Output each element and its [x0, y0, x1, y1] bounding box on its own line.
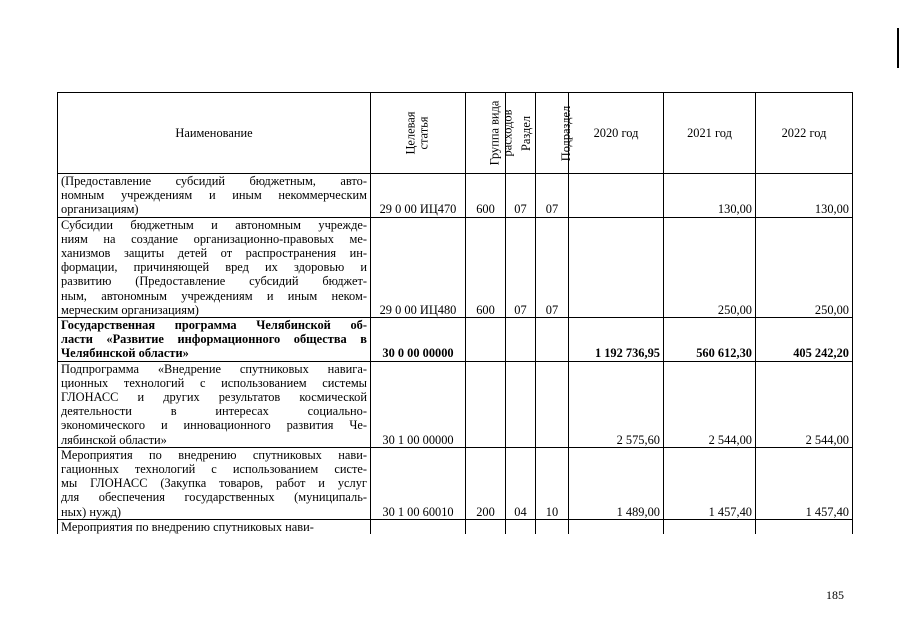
table-header-row: [58, 93, 853, 174]
row-section: 04: [506, 447, 536, 519]
table-row: [58, 318, 853, 362]
row-value-2021: 1 457,40: [664, 447, 756, 519]
row-name-line: ханизмов защиты детей от распространения ин-: [61, 246, 367, 261]
row-value-2022: 1 457,40: [756, 447, 853, 519]
row-subsection: 10: [536, 447, 569, 519]
row-section: [506, 361, 536, 447]
header-name: Наименование: [58, 93, 371, 174]
table-row: [58, 519, 853, 534]
row-name-line: Государственная программа Челябинской об-: [61, 318, 367, 333]
table-row: [58, 447, 853, 519]
header-section: Раздел: [506, 93, 536, 174]
row-value-2020: [569, 217, 664, 317]
row-expense-group: 600: [466, 174, 506, 218]
row-name-line: ГЛОНАСС и других результатов космической: [61, 390, 367, 405]
table-row: [58, 217, 853, 317]
row-target-article: 30 1 00 60010: [371, 447, 466, 519]
row-target-article: 30 1 00 00000: [371, 361, 466, 447]
row-name-line: организациям): [61, 202, 139, 217]
row-target-article: 29 0 00 ИЦ470: [371, 174, 466, 218]
row-name-line: гационных технологий с использованием систе-: [61, 462, 367, 477]
row-value-2021: 2 544,00: [664, 361, 756, 447]
table-row: [58, 361, 853, 447]
row-name-line: ционных технологий с использованием системы: [61, 375, 367, 390]
row-name: [58, 447, 371, 519]
page-number: 185: [826, 588, 844, 602]
row-target-article: 30 0 00 00000: [371, 318, 466, 362]
row-value-2021: [664, 519, 756, 534]
row-name-line: Мероприятия по внедрению спутниковых нави-: [61, 519, 314, 534]
row-value-2021: 250,00: [664, 217, 756, 317]
row-section: 07: [506, 174, 536, 218]
row-value-2020: [569, 174, 664, 218]
row-name-line: ласти «Развитие информационного общества в: [61, 332, 367, 347]
row-name-line: ным, автономным учреждениям и иным неком-: [61, 288, 367, 303]
row-section: 07: [506, 217, 536, 317]
header-expense-group: Группа вида расходов: [466, 93, 506, 174]
row-subsection: [536, 318, 569, 362]
row-name-line: Челябинской области»: [61, 346, 189, 361]
row-subsection: [536, 361, 569, 447]
header-subsection: Подраздел: [536, 93, 569, 174]
header-2020: 2020 год: [569, 93, 664, 174]
row-value-2022: 2 544,00: [756, 361, 853, 447]
row-expense-group: 600: [466, 217, 506, 317]
row-name-line: экономического и инновационного развития Че-: [61, 418, 367, 433]
row-name-line: мы ГЛОНАСС (Закупка товаров, работ и услуг: [61, 476, 367, 491]
row-value-2020: 2 575,60: [569, 361, 664, 447]
row-subsection: 07: [536, 217, 569, 317]
page-edge-mark: [897, 28, 899, 68]
row-section: [506, 318, 536, 362]
row-name-line: номным учреждениям и иным некоммерческим: [61, 188, 367, 203]
row-value-2021: 130,00: [664, 174, 756, 218]
row-value-2022: 405 242,20: [756, 318, 853, 362]
table-row: [58, 174, 853, 218]
row-name: [58, 174, 371, 218]
row-expense-group: 200: [466, 447, 506, 519]
row-name: [58, 361, 371, 447]
row-expense-group: [466, 361, 506, 447]
row-name-line: Подпрограмма «Внедрение спутниковых навига-: [61, 361, 367, 376]
row-value-2022: 250,00: [756, 217, 853, 317]
row-name-line: развитию (Предоставление субсидий бюджет-: [61, 274, 367, 289]
row-name-line: для обеспечения государственных (муниципаль-: [61, 490, 367, 505]
row-section: [506, 519, 536, 534]
row-name-line: Мероприятия по внедрению спутниковых нави-: [61, 447, 367, 462]
row-name: [58, 318, 371, 362]
row-target-article: [371, 519, 466, 534]
row-name-line: мерческим организациям): [61, 302, 199, 317]
row-value-2022: 130,00: [756, 174, 853, 218]
row-name-line: лябинской области»: [61, 432, 167, 447]
row-name-line: ниям на создание организационно-правовых ме-: [61, 231, 367, 246]
header-2022: 2022 год: [756, 93, 853, 174]
row-name: [58, 519, 371, 534]
row-name: [58, 217, 371, 317]
row-name-line: формации, причиняющей вред их здоровью и: [61, 260, 367, 275]
row-value-2020: [569, 519, 664, 534]
header-2021: 2021 год: [664, 93, 756, 174]
row-name-line: деятельности в интересах социально-: [61, 404, 367, 419]
row-expense-group: [466, 318, 506, 362]
row-name-line: Субсидии бюджетным и автономным учрежде-: [61, 217, 367, 232]
header-target-article: Целевая статья: [371, 93, 466, 174]
row-name-line: (Предоставление субсидий бюджетным, авто-: [61, 174, 367, 188]
row-name-line: ных) нужд): [61, 504, 122, 519]
row-subsection: [536, 519, 569, 534]
row-value-2022: [756, 519, 853, 534]
row-subsection: 07: [536, 174, 569, 218]
row-value-2021: 560 612,30: [664, 318, 756, 362]
row-value-2020: 1 192 736,95: [569, 318, 664, 362]
budget-table: [57, 92, 853, 534]
row-value-2020: 1 489,00: [569, 447, 664, 519]
row-target-article: 29 0 00 ИЦ480: [371, 217, 466, 317]
row-expense-group: [466, 519, 506, 534]
